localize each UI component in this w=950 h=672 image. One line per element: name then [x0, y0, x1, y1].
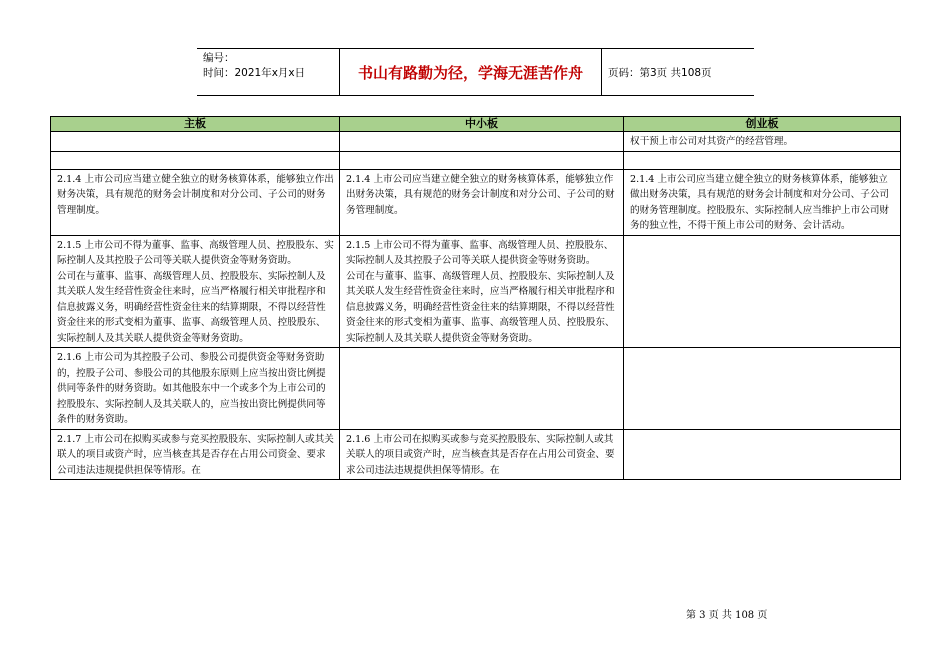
cell-paragraph: 2.1.4 上市公司应当建立健全独立的财务核算体系，能够独立作出财务决策，具有规范的财务会计制度和对分公司、子公司的财务管理制度。 — [346, 173, 615, 216]
comparison-table — [50, 116, 901, 480]
table-cell-sme — [340, 132, 624, 152]
table-row — [51, 429, 901, 480]
table-cell-sme — [340, 429, 624, 480]
document-header — [197, 48, 754, 96]
cell-paragraph: 2.1.6 上市公司在拟购买或参与竞买控股股东、实际控制人或其关联人的项目或资产时，应当核查其是否存在占用公司资金、要求公司违法违规提供担保等情形。在 — [346, 433, 615, 476]
cell-paragraph: 2.1.4 上市公司应当建立健全独立的财务核算体系，能够独立作出财务决策，具有规范的财务会计制度和对分公司、子公司的财务管理制度。 — [57, 173, 334, 216]
table-cell-main — [51, 429, 340, 480]
table-cell-main — [51, 235, 340, 348]
table-body — [51, 132, 901, 480]
table-cell-sme — [340, 235, 624, 348]
table-cell-gem — [624, 235, 901, 348]
page-label: 页码：第3页 共108页 — [608, 66, 712, 79]
cell-paragraph: 2.1.6 上市公司为其控股子公司、参股公司提供资金等财务资助的，控股子公司、参股公司的其他股东原则上应当按出资比例提供同等条件的财务资助。如其他股东中一个或多个为上市公司的控股股东、实际控制人及其关联人的，应当按出资比例提供同等条件的财务资助。 — [57, 352, 326, 425]
table-cell-gem — [624, 151, 901, 169]
table-cell-main — [51, 169, 340, 235]
table-cell-gem — [624, 169, 901, 235]
table-cell-sme — [340, 348, 624, 430]
table-row — [51, 169, 901, 235]
cell-paragraph: 2.1.4 上市公司应当建立健全独立的财务核算体系，能够独立做出财务决策，具有规范的财务会计制度和对分公司、子公司的财务管理制度。控股股东、实际控制人应当维护上市公司财务的独立性，不得干预上市公司的财务、会计活动。 — [630, 173, 890, 231]
number-label: 编号： — [203, 52, 235, 64]
cell-paragraph: 权干预上市公司对其资产的经营管理。 — [630, 136, 794, 147]
cell-paragraph: 公司在与董事、监事、高级管理人员、控股股东、实际控制人及其关联人发生经营性资金往来时，应当严格履行相关审批程序和信息披露义务，明确经营性资金往来的结算期限，不得以经营性资金往来的形式变相为董事、监事、高级管理人员、控股股东、实际控制人及其关联人提供资金等财务资助。 — [346, 270, 615, 344]
time-label: 时间：2021年x月x日 — [203, 67, 306, 79]
column-header-gem-board: 创业板 — [624, 117, 901, 132]
header-page — [602, 49, 754, 95]
table-row — [51, 235, 901, 348]
cell-paragraph: 公司在与董事、监事、高级管理人员、控股股东、实际控制人及其关联人发生经营性资金往来时，应当严格履行相关审批程序和信息披露义务，明确经营性资金往来的结算期限，不得以经营性资金往来的形式变相为董事、监事、高级管理人员、控股股东、实际控制人及其关联人提供资金等财务资助。 — [57, 270, 326, 344]
cell-paragraph: 2.1.7 上市公司在拟购买或参与竞买控股股东、实际控制人或其关联人的项目或资产时，应当核查其是否存在占用公司资金、要求公司违法违规提供担保等情形。在 — [57, 433, 334, 476]
column-header-sme-board: 中小板 — [340, 117, 624, 132]
table-cell-main — [51, 151, 340, 169]
page-footer: 第 3 页 共 108 页 — [686, 610, 768, 621]
table-cell-gem — [624, 132, 901, 152]
table-cell-sme — [340, 169, 624, 235]
header-motto: 书山有路勤为径，学海无涯苦作舟 — [340, 49, 602, 95]
table-row — [51, 151, 901, 169]
table-cell-sme — [340, 151, 624, 169]
table-row — [51, 348, 901, 430]
column-header-main-board: 主板 — [51, 117, 340, 132]
cell-paragraph: 2.1.5 上市公司不得为董事、监事、高级管理人员、控股股东、实际控制人及其控股子公司等关联人提供资金等财务资助。 — [57, 239, 334, 266]
header-meta — [197, 49, 340, 95]
table-cell-main — [51, 132, 340, 152]
cell-paragraph: 2.1.5 上市公司不得为董事、监事、高级管理人员、控股股东、实际控制人及其控股子公司等关联人提供资金等财务资助。 — [346, 239, 614, 266]
table-cell-gem — [624, 348, 901, 430]
table-header-row — [51, 117, 901, 132]
table-cell-gem — [624, 429, 901, 480]
table-cell-main — [51, 348, 340, 430]
table-row — [51, 132, 901, 152]
